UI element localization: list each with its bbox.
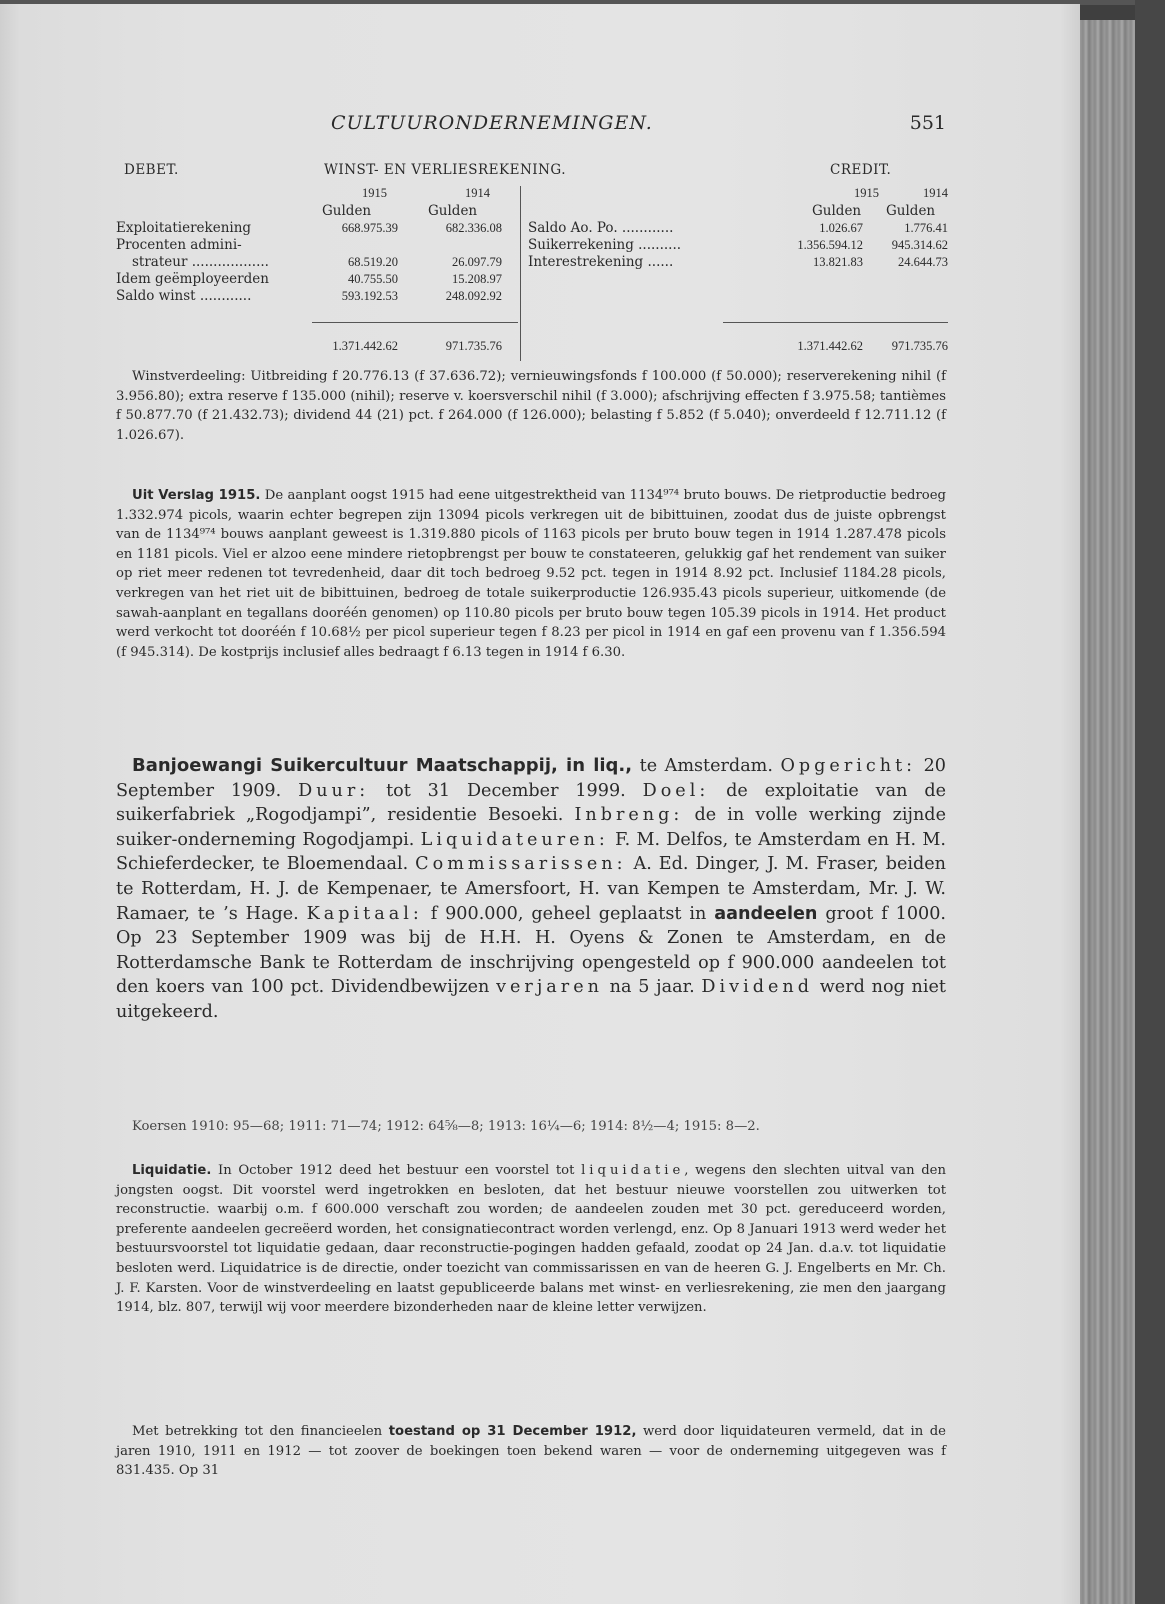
company-text: 20 September 1909. <box>116 756 946 801</box>
book-page-edges <box>1080 20 1135 1604</box>
ledger-title: WINST- EN VERLIESREKENING. <box>324 162 567 178</box>
running-title: CULTUURONDERNEMINGEN. <box>331 112 653 134</box>
debit-value-1915: 593.192.53 <box>341 289 398 303</box>
field-label: Opgericht: <box>780 756 917 776</box>
year-1914: 1914 <box>465 186 490 200</box>
debit-total-1914: 971.735.76 <box>445 339 502 353</box>
company-text: tot 31 December 1999. <box>369 780 643 801</box>
scan-background <box>1135 0 1165 1604</box>
company-entry <box>116 754 946 1025</box>
toestand-paragraph <box>116 1422 946 1481</box>
company-text: te Amsterdam. <box>632 756 781 776</box>
company-text: werd nog niet uitgekeerd. <box>116 977 946 1022</box>
debit-value-1914: 248.092.92 <box>445 289 502 303</box>
credit-value-1915: 1.026.67 <box>819 221 863 235</box>
field-label: Commissarissen: <box>415 854 627 875</box>
currency-label: Gulden <box>812 203 862 219</box>
company-text: groot f 1000. Op 23 September 1909 was bij de H.H. H. Oyens & Zonen te Amsterdam, en de Rotterdamsche Bank te Rotterdam de inschrijving opengesteld op f 900.000 aandeelen tot den koers van 100 pct. Dividendbewijzen <box>116 903 946 998</box>
currency-label: Gulden <box>322 203 372 219</box>
currency-label: Gulden <box>886 203 936 219</box>
debit-row-label: Exploitatierekening <box>116 220 252 236</box>
year-1914: 1914 <box>923 186 948 200</box>
field-label: verjaren <box>496 977 603 998</box>
page-number: 551 <box>909 112 946 134</box>
field-label: Dividend <box>701 977 813 998</box>
debit-label: DEBET. <box>124 162 179 178</box>
toestand-text: Met betrekking tot den financieelen <box>132 1424 389 1439</box>
credit-total-1914: 971.735.76 <box>891 339 948 353</box>
running-head <box>116 112 946 138</box>
field-label: Liquidateuren: <box>420 829 609 850</box>
credit-value-1915: 13.821.83 <box>813 255 863 269</box>
field-label: Inbreng: <box>574 805 684 826</box>
company-text: A. Ed. Dinger, J. M. Fraser, beiden te Rotterdam, H. J. de Kempenaer, te Amersfoort, H. van Kempen te Amsterdam, Mr. J. W. Ramaer, te ’s Hage. <box>116 854 946 924</box>
book-page <box>0 4 1080 1604</box>
credit-row-label: Saldo Ao. Po. ............ <box>528 220 674 236</box>
liquidatie-heading: Liquidatie. <box>132 1163 212 1178</box>
credit-value-1914: 1.776.41 <box>904 221 948 235</box>
debit-value-1914: 15.208.97 <box>452 272 502 286</box>
company-text: de exploitatie van de suikerfabriek „Rogodjampi”, residentie Besoeki. <box>116 780 946 826</box>
debit-total-1915: 1.371.442.62 <box>332 339 398 353</box>
spaced-term: liquidatie <box>581 1163 685 1178</box>
debit-value-1915: 68.519.20 <box>348 255 398 269</box>
bold-term: toestand op 31 December 1912, <box>388 1424 637 1439</box>
company-text: na 5 jaar. <box>602 977 702 998</box>
year-1915: 1915 <box>362 186 387 200</box>
profit-loss-table <box>116 186 946 364</box>
debit-value-1915: 668.975.39 <box>341 221 398 235</box>
winstverdeeling-paragraph: Winstverdeeling: Uitbreiding f 20.776.13 (f 37.636.72); vernieuwingsfonds f 100.000 (f 50.000); reserverekening nihil (f 3.956.80); extra reserve f 135.000 (nihil); reserve v. koersverschil nihil (f 3.000); afschrijving effecten f 3.975.58; tantièmes f 50.877.70 (f 21.432.73); dividend 44 (21) pct. f 264.000 (f 126.000); belasting f 5.852 (f 5.040); onverdeeld f 12.711.12 (f 1.026.67). <box>116 369 946 443</box>
liquidatie-text: , wegens den slechten uitval van den jongsten oogst. Dit voorstel werd ingetrokken en besloten, dat het bestuur nieuwe voorstellen zou uitwerken tot reconstructie. waarbij o.m. f 600.000 verschaft zou worden; de aandeelen zouden met 30 pct. gereduceerd worden, preferente aandeelen gecreëerd worden, het consignatiecontract worden verlengd, enz. Op 8 Januari 1913 werd weder het bestuursvoorstel tot liquidatie gedaan, daar reconstructie-pogingen hadden gefaald, zoodat op 24 Jan. d.a.v. tot liquidatie besloten werd. Liquidatrice is de directie, onder toezicht van commissarissen en van de heeren G. J. Engelberts en Mr. Ch. J. F. Karsten. Voor de winstverdeeling en laatst gepubliceerde balans met winst- en verliesrekening, zie men den jaargang 1914, blz. 807, terwijl wij voor meerdere bizonderheden naar de kleine letter verwijzen. <box>116 1163 946 1316</box>
company-text: f 900.000, geheel geplaatst in <box>422 903 715 924</box>
debit-row-label: Saldo winst ............ <box>116 288 252 304</box>
toestand-text: werd door liquidateuren vermeld, dat in de jaren 1910, 1911 en 1912 — tot zoover de boekingen toen bekend waren — voor de onderneming uitgegeven was f 831.435. Op 31 <box>116 1424 946 1479</box>
credit-value-1914: 24.644.73 <box>898 255 948 269</box>
debit-value-1915: 40.755.50 <box>348 272 398 286</box>
verslag-body: De aanplant oogst 1915 had eene uitgestrektheid van 1134⁹⁷⁴ bruto bouws. De rietproductie bedroeg 1.332.974 picols, waarin echter begrepen zijn 13094 picols verkregen uit de bibittuinen, zoodat dus de juiste opbrengst van de 1134⁹⁷⁴ bouws aanplant geweest is 1.319.880 picols of 1163 picols per bruto bouw tegen in 1914 1.287.478 picols en 1181 picols. Viel er alzoo eene mindere rietopbrengst per bouw te constateeren, gelukkig gaf het rendement van suiker op riet meer redenen tot tevredenheid, daar dit toch bedroeg 9.52 pct. tegen in 1914 8.92 pct. Inclusief 1184.28 picols, verkregen van het riet uit de bibittuinen, bedroeg de totale suikerproductie 126.935.43 picols superieur, uitkomende (de sawah-aanplant en tegallans dooréén genomen) op 110.80 picols per bruto bouw tegen 105.39 picols in 1914. Het product werd verkocht tot dooréén f 10.68½ per picol superieur tegen f 8.23 per picol in 1914 en gaf een provenu van f 1.356.594 (f 945.314). De kostprijs inclusief alles bedraagt f 6.13 tegen in 1914 f 6.30. <box>116 488 946 660</box>
credit-value-1915: 1.356.594.12 <box>797 238 863 252</box>
liquidatie-text: In October 1912 deed het bestuur een voorstel tot <box>211 1163 582 1178</box>
credit-value-1914: 945.314.62 <box>891 238 948 252</box>
total-rule <box>723 322 948 323</box>
debit-row-label: Procenten admini- <box>116 237 242 253</box>
field-label: Kapitaal: <box>306 903 423 924</box>
debit-value-1914: 682.336.08 <box>445 221 502 235</box>
debit-row-label: strateur .................. <box>132 254 269 270</box>
credit-row-label: Suikerrekening .......... <box>528 237 682 253</box>
company-text: F. M. Delfos, te Amsterdam en H. M. Schieferdecker, te Bloemendaal. <box>116 829 946 875</box>
company-text: de in volle werking zijnde suiker-onderneming Rogodjampi. <box>116 805 946 850</box>
year-1915: 1915 <box>854 186 879 200</box>
bold-term: aandeelen <box>714 903 818 924</box>
total-rule <box>312 322 518 323</box>
koersen-line: Koersen 1910: 95—68; 1911: 71—74; 1912: 64⅝—8; 1913: 16¼—6; 1914: 8½—4; 1915: 8—2. <box>132 1119 760 1134</box>
liquidatie-paragraph <box>116 1161 946 1318</box>
credit-total-1915: 1.371.442.62 <box>797 339 863 353</box>
field-label: Duur: <box>298 780 370 801</box>
column-divider <box>520 186 521 361</box>
verslag-paragraph <box>116 486 946 662</box>
verslag-heading: Uit Verslag 1915. <box>132 488 261 503</box>
debit-row-label: Idem geëmployeerden <box>116 271 269 287</box>
currency-label: Gulden <box>428 203 478 219</box>
credit-label: CREDIT. <box>830 162 892 178</box>
field-label: Doel: <box>642 780 710 801</box>
credit-row-label: Interestrekening ...... <box>528 254 674 270</box>
debit-value-1914: 26.097.79 <box>452 255 502 269</box>
company-name: Banjoewangi Suikercultuur Maatschappij, in liq., <box>132 755 633 776</box>
